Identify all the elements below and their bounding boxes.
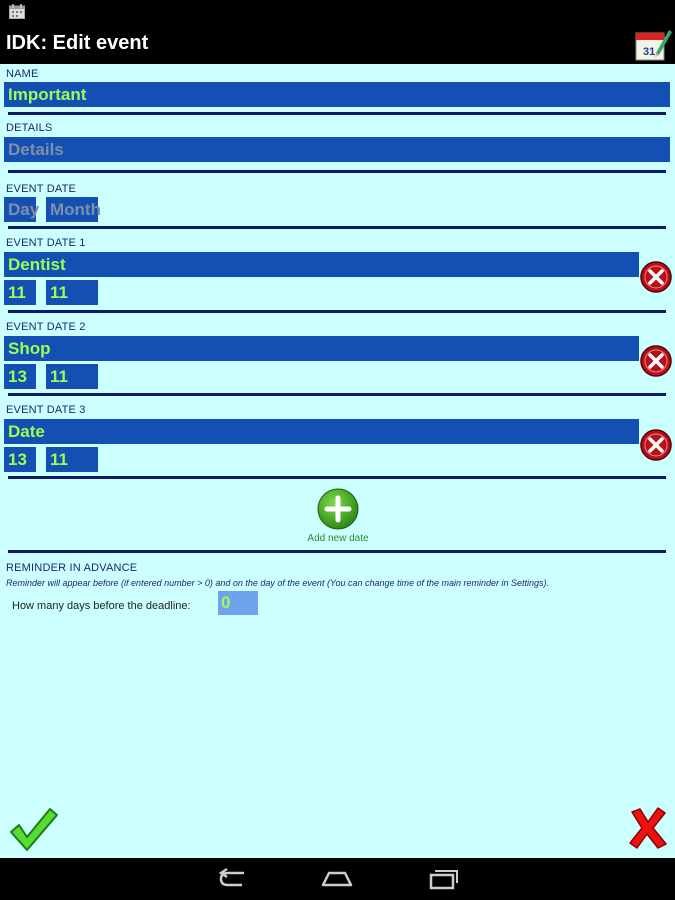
- event-date-3-month-field[interactable]: 11: [46, 447, 98, 472]
- add-new-date-button[interactable]: Add new date: [307, 533, 369, 544]
- divider: [8, 112, 666, 115]
- event-day-field[interactable]: Day: [4, 197, 36, 222]
- event-month-field[interactable]: Month: [46, 197, 98, 222]
- back-icon[interactable]: [214, 867, 250, 891]
- checkmark-icon[interactable]: [8, 806, 58, 852]
- svg-text:31: 31: [643, 46, 656, 58]
- plus-circle-icon[interactable]: [317, 488, 359, 530]
- page-title: IDK: Edit event: [6, 32, 149, 54]
- status-bar: [0, 0, 675, 24]
- event-date-2-title-field[interactable]: Shop: [4, 336, 639, 361]
- event-date-1-title-field[interactable]: Dentist: [4, 252, 639, 277]
- divider: [8, 310, 666, 313]
- red-x-icon[interactable]: [628, 806, 668, 850]
- event-date-1-label: EVENT DATE 1: [6, 237, 86, 249]
- event-date-2-month-field[interactable]: 11: [46, 364, 98, 389]
- calendar-small-icon: [9, 4, 25, 19]
- divider: [8, 226, 666, 229]
- divider: [8, 476, 666, 479]
- recents-icon[interactable]: [425, 867, 461, 891]
- reminder-label: REMINDER IN ADVANCE: [6, 562, 138, 574]
- details-label: DETAILS: [6, 122, 53, 134]
- divider: [8, 393, 666, 396]
- event-date-3-label: EVENT DATE 3: [6, 404, 86, 416]
- event-date-3-day-field[interactable]: 13: [4, 447, 36, 472]
- divider: [8, 170, 666, 173]
- name-label: NAME: [6, 68, 39, 80]
- event-date-1-month-field[interactable]: 11: [46, 280, 98, 305]
- divider: [8, 550, 666, 553]
- event-date-2-day-field[interactable]: 13: [4, 364, 36, 389]
- event-date-3-title-field[interactable]: Date: [4, 419, 639, 444]
- days-before-input[interactable]: 0: [218, 591, 258, 615]
- event-date-2-label: EVENT DATE 2: [6, 321, 86, 333]
- event-date-1-day-field[interactable]: 11: [4, 280, 36, 305]
- days-before-label: How many days before the deadline:: [12, 600, 191, 612]
- home-icon[interactable]: [319, 867, 355, 891]
- name-field[interactable]: Important: [4, 82, 670, 107]
- details-field[interactable]: Details: [4, 137, 670, 162]
- navigation-bar: [0, 858, 675, 900]
- delete-date-3-button[interactable]: [640, 429, 672, 461]
- delete-date-2-button[interactable]: [640, 345, 672, 377]
- delete-date-1-button[interactable]: [640, 261, 672, 293]
- calendar-pencil-icon[interactable]: [634, 26, 672, 62]
- action-bar: [0, 24, 675, 64]
- reminder-note: Reminder will appear before (if entered number > 0) and on the day of the event (You can change time of the main reminder in Settings).: [6, 578, 550, 588]
- event-date-label: EVENT DATE: [6, 183, 77, 195]
